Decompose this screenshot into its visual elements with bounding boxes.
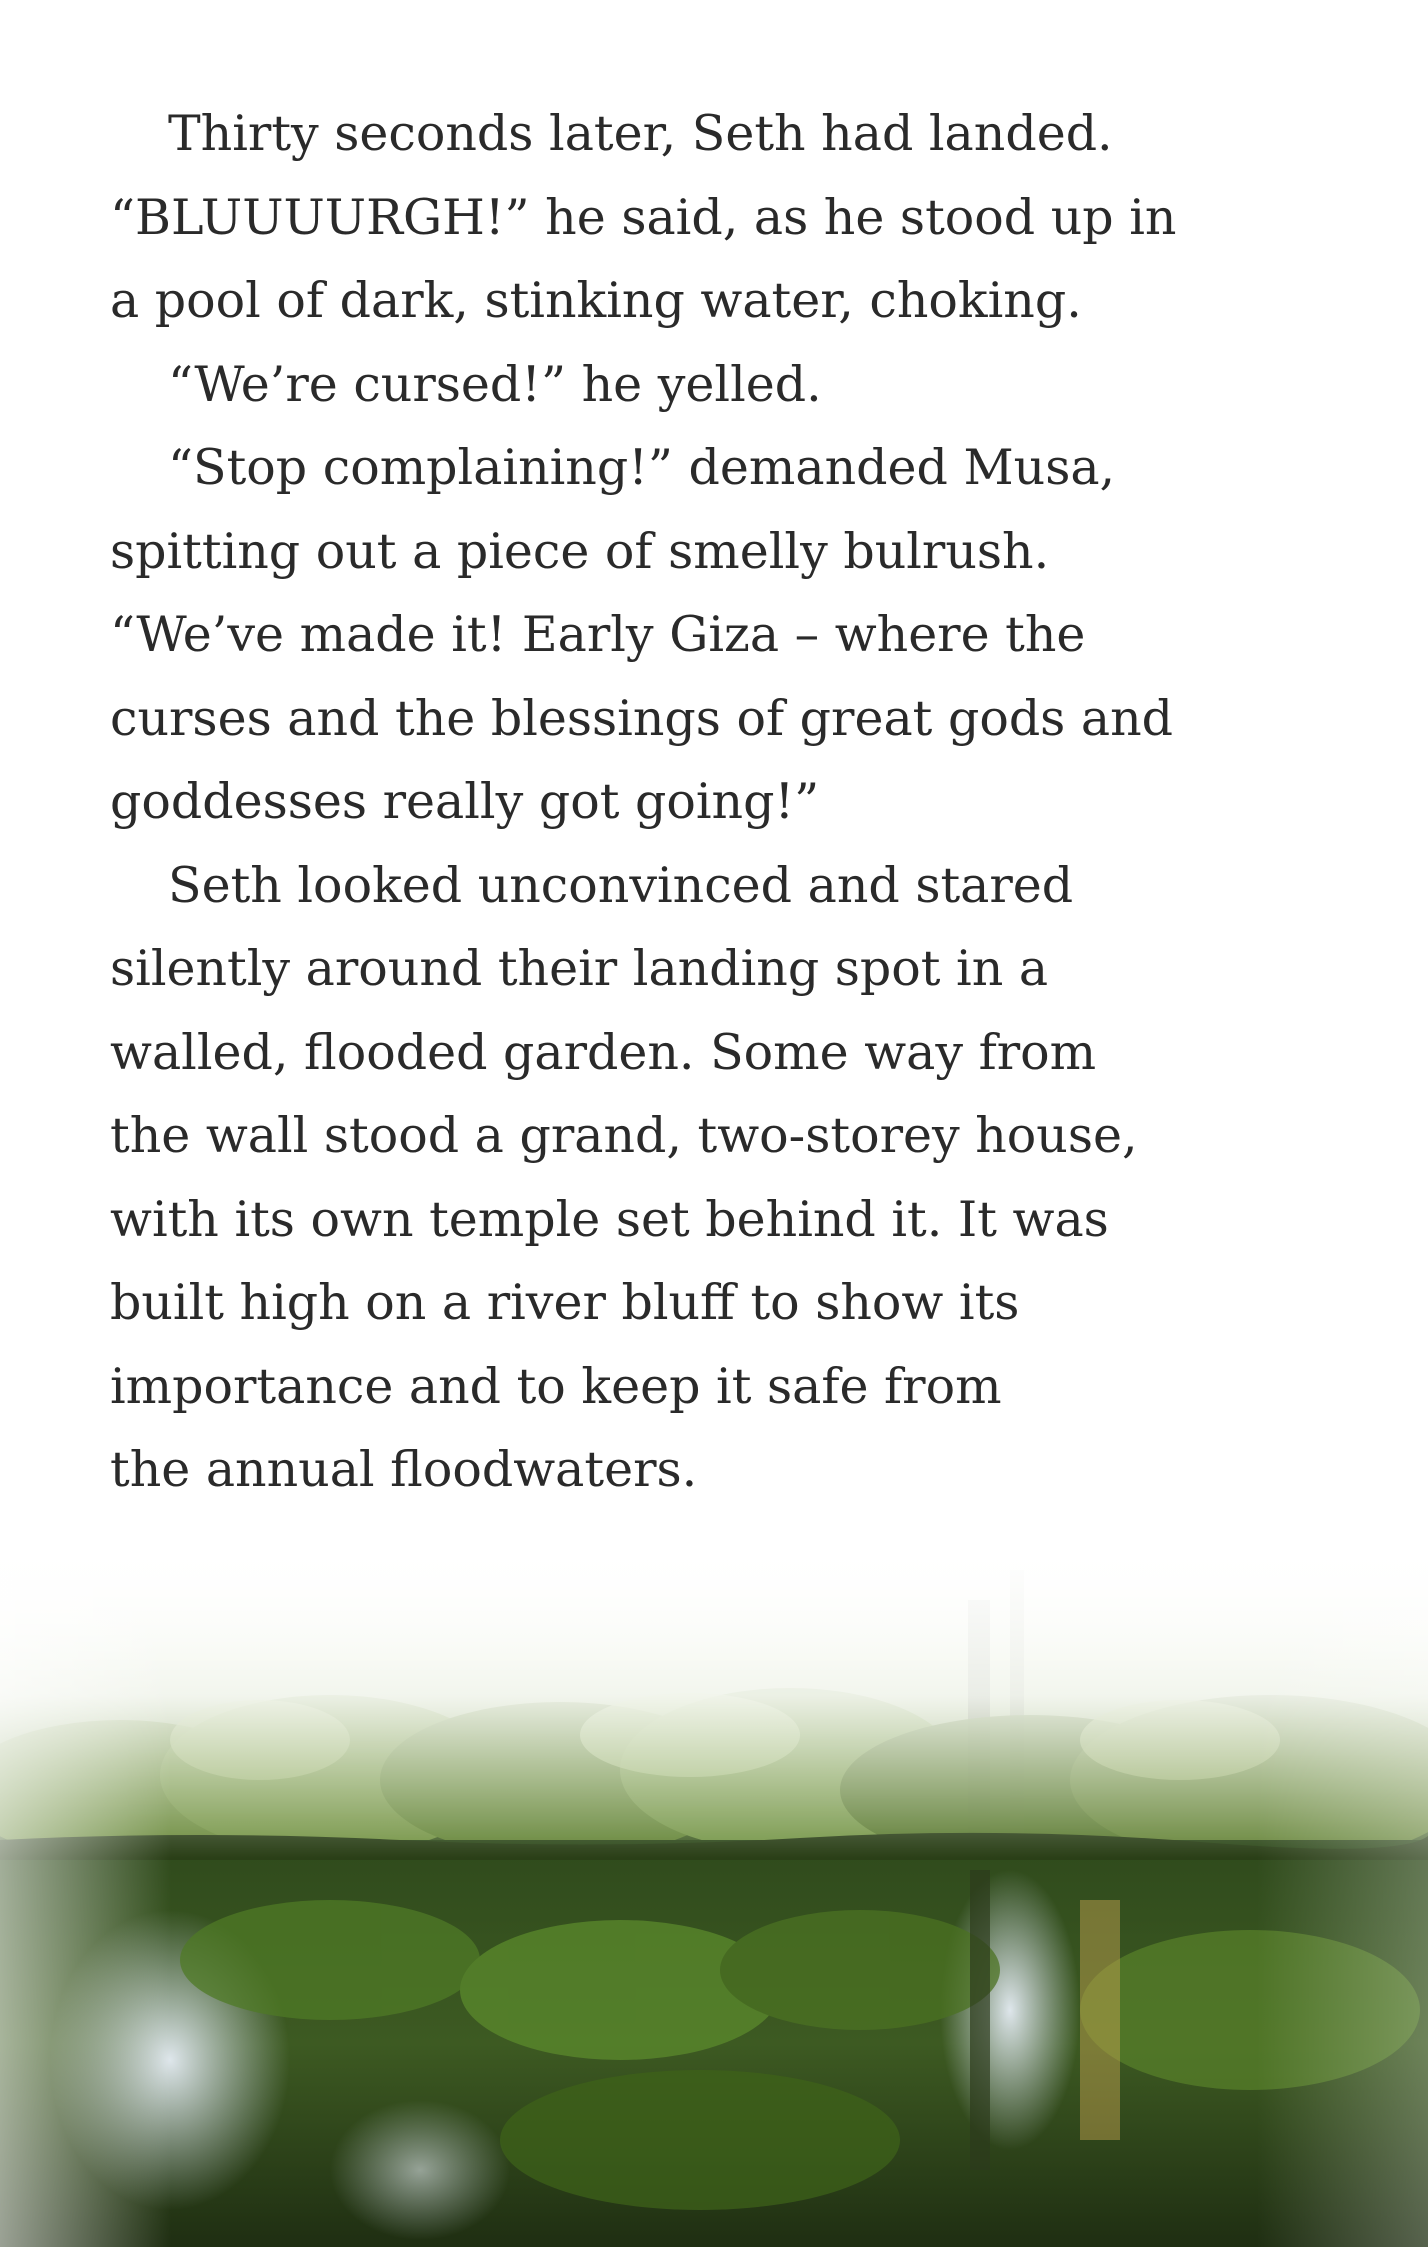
text-line: “We’re cursed!” he yelled. xyxy=(168,355,822,413)
text-line: importance and to keep it safe from xyxy=(110,1357,1002,1415)
text-line: silently around their landing spot in a xyxy=(110,940,1049,997)
text-line: with its own temple set behind it. It was xyxy=(110,1190,1109,1248)
text-line: “We’ve made it! Early Giza – where the xyxy=(110,606,1086,663)
side-fade xyxy=(0,1540,1428,2247)
text-line: “Stop complaining!” demanded Musa, xyxy=(168,439,1116,496)
text-line: spitting out a piece of smelly bulrush. xyxy=(110,522,1050,580)
text-line: a pool of dark, stinking water, choking. xyxy=(110,272,1082,329)
text-line: Seth looked unconvinced and stared xyxy=(168,856,1074,914)
text-line: built high on a river bluff to show its xyxy=(110,1274,1020,1331)
text-line: the wall stood a grand, two-storey house, xyxy=(110,1107,1138,1164)
river-garden-illustration xyxy=(0,1540,1428,2247)
text-line: the annual floodwaters. xyxy=(110,1441,698,1498)
story-text xyxy=(110,92,1290,1512)
text-line: goddesses really got going!” xyxy=(110,773,820,830)
text-line: curses and the blessings of great gods and xyxy=(110,689,1174,747)
text-line: Thirty seconds later, Seth had landed. xyxy=(168,105,1113,162)
text-line: “BLUUUURGH!” he said, as he stood up in xyxy=(110,188,1177,246)
text-line: walled, flooded garden. Some way from xyxy=(110,1023,1097,1081)
